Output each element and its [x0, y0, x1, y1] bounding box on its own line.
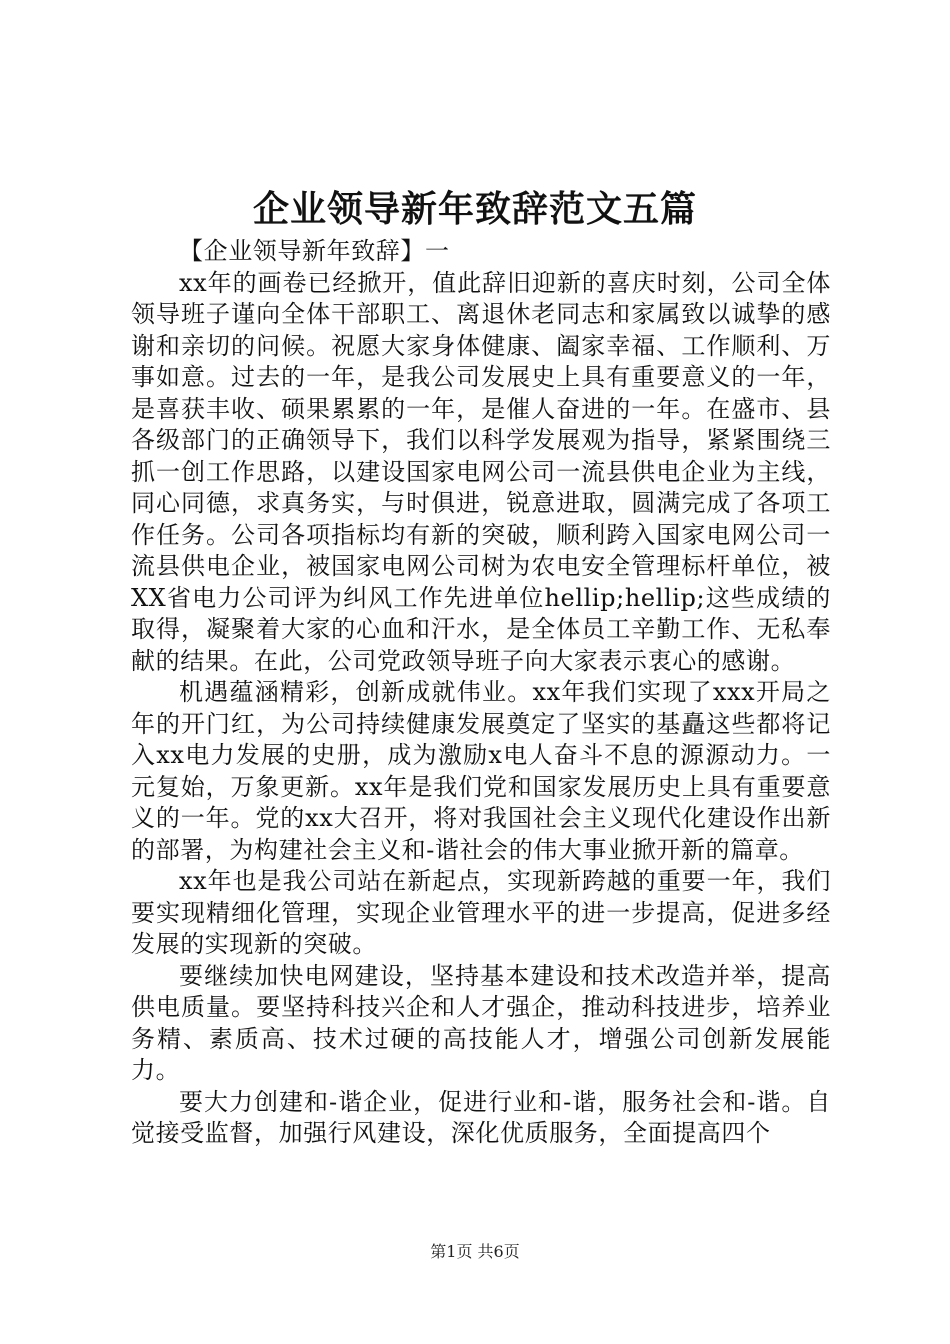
page-footer: 第1页 共6页: [430, 1242, 520, 1261]
paragraph: xx年的画卷已经掀开，值此辞旧迎新的喜庆时刻，公司全体领导班子谨向全体干部职工、离退休老同志和家属致以诚挚的感谢和亲切的问候。祝愿大家身体健康、阖家幸福、工作顺利、万事如意。过去的一年，是我公司发展史上具有重要意义的一年，是喜获丰收、硕果累累的一年，是催人奋进的一年。在盛市、县各级部门的正确领导下，我们以科学发展观为指导，紧紧围绕三抓一创工作思路，以建设国家电网公司一流县供电企业为主线，同心同德，求真务实，与时俱进，锐意进取，圆满完成了各项工作任务。公司各项指标均有新的突破，顺利跨入国家电网公司一流县供电企业，被国家电网公司树为农电安全管理标杆单位，被XX省电力公司评为纠风工作先进单位hellip;hellip;这些成绩的取得，凝聚着大家的心血和汗水，是全体员工辛勤工作、无私奉献的结果。在此，公司党政领导班子向大家表示衷心的感谢。: [131, 268, 831, 675]
paragraph: 要大力创建和-谐企业，促进行业和-谐，服务社会和-谐。自觉接受监督，加强行风建设，深化优质服务，全面提高四个: [131, 1087, 831, 1147]
paragraph: 机遇蕴涵精彩，创新成就伟业。xx年我们实现了xxx开局之年的开门红，为公司持续健康发展奠定了坚实的基矗这些都将记入xx电力发展的史册，成为激励x电人奋斗不息的源源动力。一元复始，万象更新。xx年是我们党和国家发展历史上具有重要意义的一年。党的xx大召开，将对我国社会主义现代化建设作出新的部署，为构建社会主义和-谐社会的伟大事业掀开新的篇章。: [131, 678, 831, 864]
paragraph: 要继续加快电网建设，坚持基本建设和技术改造并举，提高供电质量。要坚持科技兴企和人才强企，推动科技进步，培养业务精、素质高、技术过硬的高技能人才，增强公司创新发展能力。: [131, 961, 831, 1084]
section-heading: 【企业领导新年致辞】一: [179, 237, 450, 265]
document-body: [131, 236, 831, 1150]
paragraph: xx年也是我公司站在新起点，实现新跨越的重要一年，我们要实现精细化管理，实现企业管理水平的进一步提高，促进多经发展的实现新的突破。: [131, 867, 831, 958]
document-title: 企业领导新年致辞范文五篇: [252, 188, 697, 230]
